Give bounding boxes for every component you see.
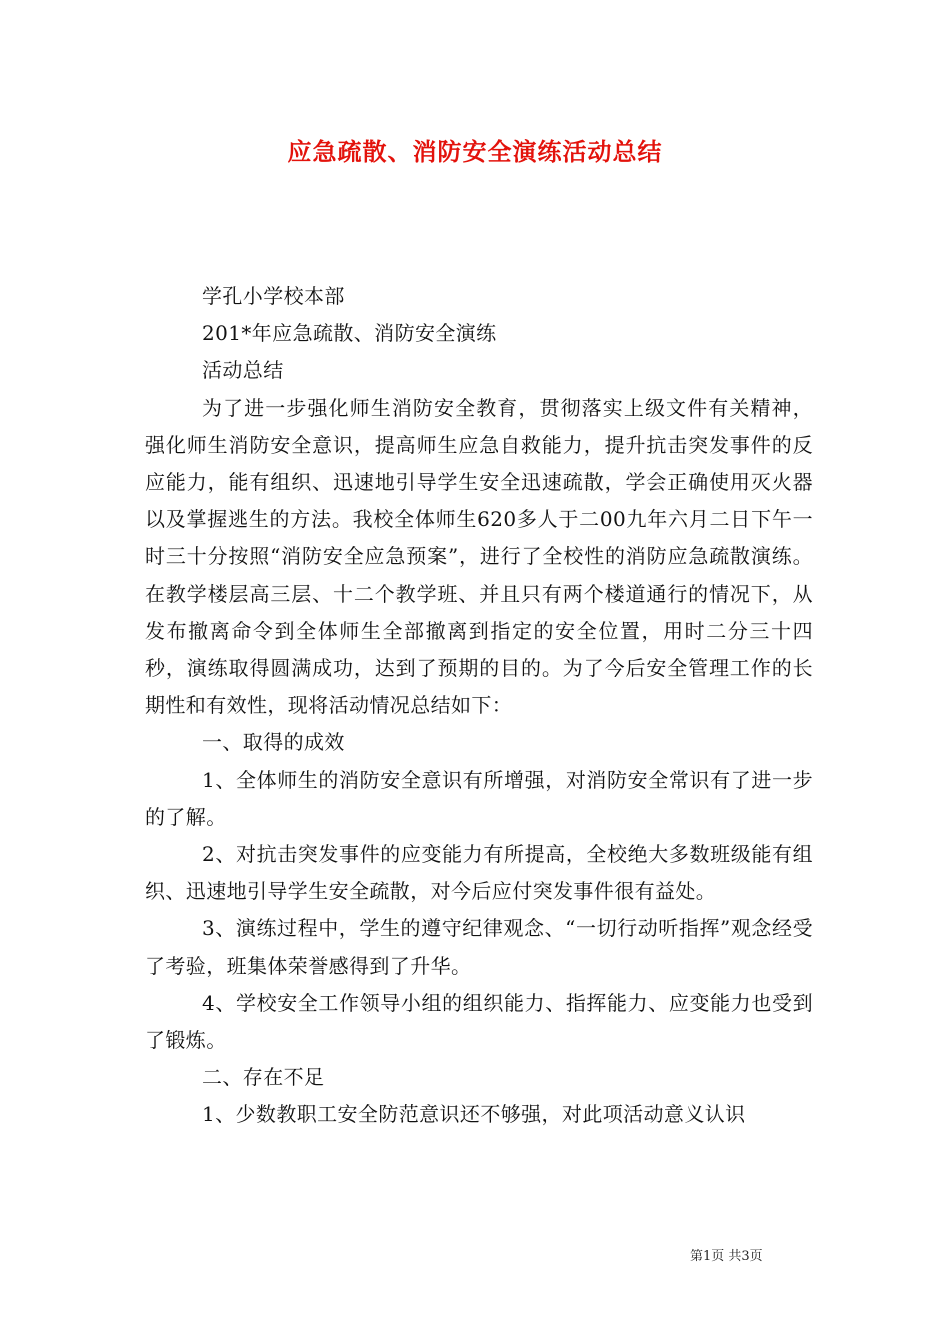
- section-heading-achievements: 一、取得的成效: [202, 730, 345, 755]
- header-line-event: 201*年应急疏散、消防安全演练: [202, 321, 497, 346]
- document-title: 应急疏散、消防安全演练活动总结: [287, 137, 663, 166]
- achievement-item: 3、演练过程中，学生的遵守纪律观念、“一切行动听指挥”观念经受了考验，班集体荣誉感得到了升华。: [145, 916, 813, 978]
- header-line-summary: 活动总结: [202, 358, 284, 383]
- document-body: [145, 278, 813, 1134]
- achievement-item: 1、全体师生的消防安全意识有所增强，对消防安全常识有了进一步的了解。: [145, 767, 813, 829]
- page-number: 第1页 共3页: [690, 1249, 763, 1264]
- intro-paragraph: 为了进一步强化师生消防安全教育，贯彻落实上级文件有关精神，强化师生消防安全意识，提高师生应急自救能力，提升抗击突发事件的反应能力，能有组织、迅速地引导学生安全迅速疏散，学会正确使用灭火器以及掌握逃生的方法。我校全体师生620多人于二00九年六月二日下午一时三十分按照“消防安全应急预案”，进行了全校性的消防应急疏散演练。在教学楼层高三层、十二个教学班、并且只有两个楼道通行的情况下，从发布撤离命令到全体师生全部撤离到指定的安全位置，用时二分三十四秒，演练取得圆满成功，达到了预期的目的。为了今后安全管理工作的长期性和有效性，现将活动情况总结如下：: [145, 395, 813, 718]
- achievement-item: 4、学校安全工作领导小组的组织能力、指挥能力、应变能力也受到了锻炼。: [145, 990, 813, 1053]
- achievement-item: 2、对抗击突发事件的应变能力有所提高，全校绝大多数班级能有组织、迅速地引导学生安全疏散，对今后应付突发事件很有益处。: [145, 842, 813, 904]
- header-line-school: 学孔小学校本部: [202, 284, 345, 308]
- section-heading-shortcomings: 二、存在不足: [202, 1065, 325, 1090]
- shortcoming-item: 1、少数教职工安全防范意识还不够强，对此项活动意义认识: [202, 1102, 746, 1127]
